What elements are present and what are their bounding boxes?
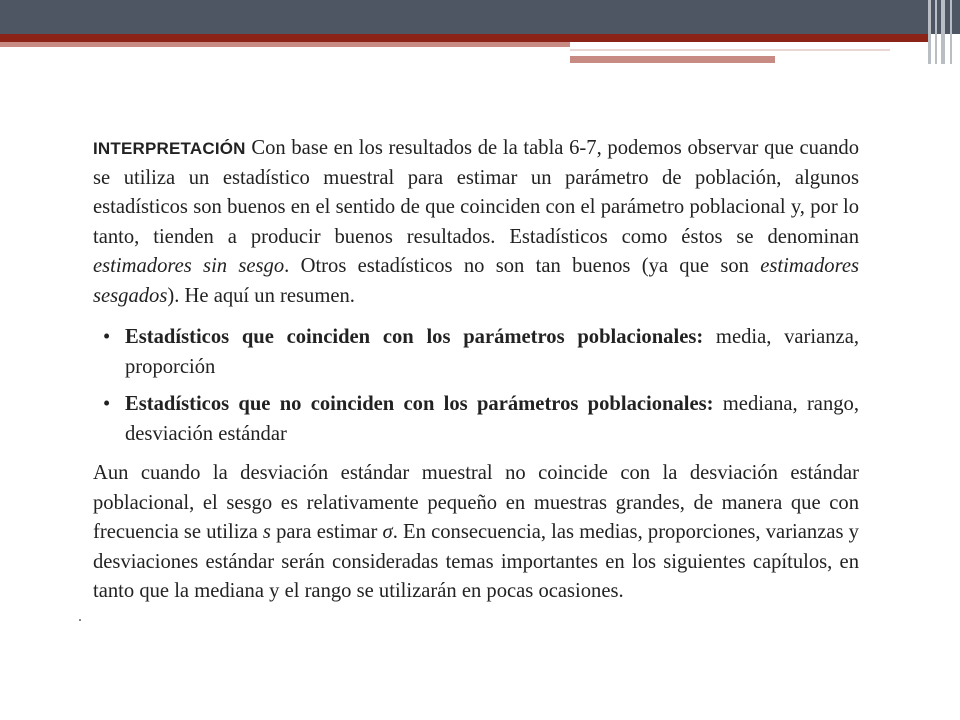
paragraph-text: . En consecuencia, las medias, proporciones, varianzas y desviaciones estándar serán consideradas temas importantes en los siguientes capítulos, en tanto que la mediana y el rango se utilizarán en pocas ocasiones. — [93, 521, 859, 602]
list-item — [93, 323, 859, 382]
slide-accent-bar — [0, 34, 930, 42]
list-item-heading: Estadísticos que coinciden con los parámetros poblacionales: — [125, 326, 704, 348]
italic-term: estimadores sesgados — [93, 255, 859, 307]
paragraph-text: Aun cuando la desviación estándar muestral no coincide con la desviación estándar poblacional, el sesgo es relativamente pequeño en muestras grandes, de manera que con frecuencia se utiliza — [93, 462, 859, 543]
bullet-icon: • — [103, 326, 111, 348]
paragraph-text: . Otros estadísticos no son tan buenos (ya que son — [284, 255, 761, 277]
list-item-heading: Estadísticos que no coinciden con los parámetros poblacionales: — [125, 393, 714, 415]
variable-s: s — [262, 521, 271, 543]
slide-accent-line — [570, 49, 890, 51]
paragraph-text: Con base en los resultados de la tabla 6-7, podemos observar que cuando se utiliza un estadístico muestral para estimar un parámetro de población, algunos estadísticos son buenos en el sentido de que coinciden con el parámetro poblacional y, por lo tanto, tienden a producir buenos resultados. Estadísticos como éstos se denominan — [93, 137, 859, 248]
paragraph-text: ). He aquí un resumen. — [167, 284, 355, 307]
conclusion-paragraph — [93, 459, 859, 607]
list-item-text: mediana, rango, desviación estándar — [125, 393, 859, 445]
paragraph-text: para estimar — [270, 521, 383, 543]
slide-top-bar — [0, 0, 960, 34]
variable-sigma: σ — [382, 521, 393, 543]
stray-mark: . — [78, 608, 82, 625]
slide-accent-underline — [0, 42, 570, 47]
italic-term: estimadores sin sesgo — [93, 255, 285, 277]
list-item — [93, 390, 859, 449]
list-item-text: media, varianza, proporción — [125, 326, 859, 378]
interpretation-paragraph — [93, 134, 859, 311]
slide-accent-tab — [570, 56, 775, 63]
bullet-icon: • — [103, 393, 111, 415]
interpretation-heading: INTERPRETACIÓN — [93, 139, 246, 158]
summary-list — [93, 323, 859, 449]
slide-corner-lines — [926, 0, 960, 64]
slide-content — [93, 134, 859, 607]
